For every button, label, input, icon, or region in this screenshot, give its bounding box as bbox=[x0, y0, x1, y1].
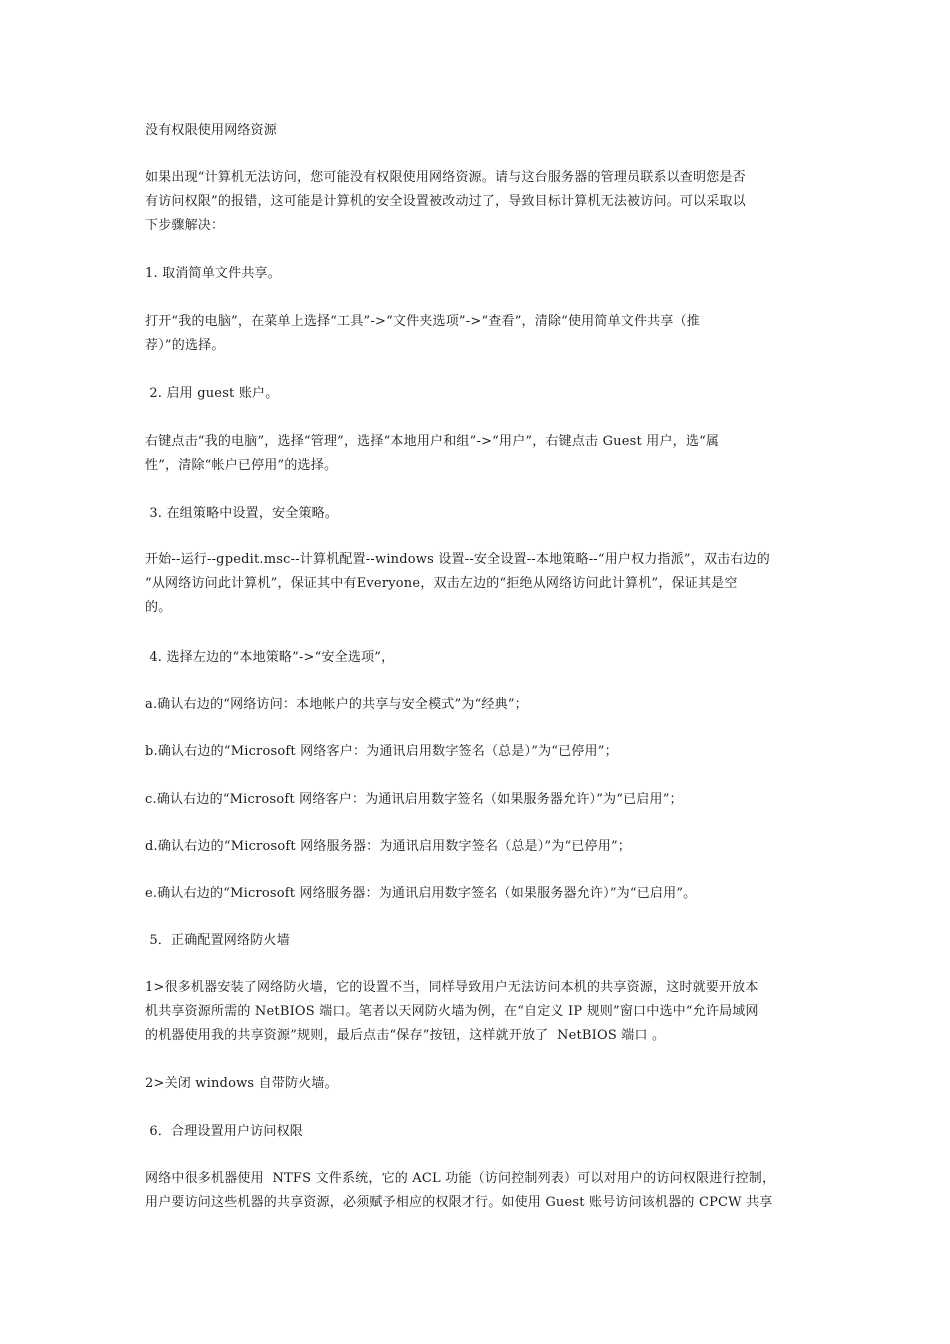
step4-item-c-text: c.确认右边的“Microsoft 网络客户：为通讯启用数字签名（如果服务器允许）”为“已启用”； bbox=[145, 792, 683, 807]
step6-body bbox=[145, 1167, 815, 1215]
step4-item-d-text: d.确认右边的“Microsoft 网络服务器：为通讯启用数字签名（总是）”为“已停用”； bbox=[145, 839, 631, 854]
step4-item-d bbox=[145, 835, 815, 859]
step6-heading bbox=[145, 1120, 815, 1144]
title-line: 没有权限使用网络资源 bbox=[145, 123, 278, 138]
step5-item-1-line: 1>很多机器安装了网络防火墙，它的设置不当，同样导致用户无法访问本机的共享资源，这时就要开放本 bbox=[145, 980, 759, 995]
step1-body-line: 打开“我的电脑”，在菜单上选择“工具”->“文件夹选项”->“查看”，清除“使用简单文件共享（推 bbox=[145, 314, 700, 329]
step4-heading-text: 4. 选择左边的“本地策略”->“安全选项”， bbox=[145, 650, 395, 665]
step3-heading-text: 3. 在组策略中设置，安全策略。 bbox=[145, 506, 339, 521]
intro-paragraph bbox=[145, 166, 815, 238]
step1-body-line: 荐）”的选择。 bbox=[145, 338, 225, 353]
step6-body-line: 网络中很多机器使用 NTFS 文件系统，它的 ACL 功能（访问控制列表）可以对用户的访问权限进行控制， bbox=[145, 1171, 776, 1186]
step2-body-line: 性”，清除“帐户已停用”的选择。 bbox=[145, 458, 338, 473]
step3-body-line: 开始--运行--gpedit.msc--计算机配置--windows 设置--安全设置--本地策略--“用户权力指派”，双击右边的 bbox=[145, 552, 770, 567]
step2-heading bbox=[145, 382, 815, 406]
step4-heading bbox=[145, 646, 815, 670]
step5-item-1-line: 机共享资源所需的 NetBIOS 端口。笔者以天网防火墙为例，在“自定义 IP 规则”窗口中选中“允许局域网 bbox=[145, 1004, 759, 1019]
step3-body-line: “从网络访问此计算机”，保证其中有Everyone，双击左边的“拒绝从网络访问此计算机”，保证其是空 bbox=[145, 576, 738, 591]
step5-item-2 bbox=[145, 1072, 815, 1096]
step5-item-1-line: 的机器使用我的共享资源”规则，最后点击“保存”按钮，这样就开放了 NetBIOS 端口 。 bbox=[145, 1028, 666, 1043]
step1-body bbox=[145, 310, 815, 358]
step6-heading-text: 6．合理设置用户访问权限 bbox=[145, 1124, 304, 1139]
step4-item-b bbox=[145, 740, 815, 764]
step3-body-line: 的。 bbox=[145, 600, 172, 615]
step4-item-a-text: a.确认右边的“网络访问：本地帐户的共享与安全模式”为“经典”； bbox=[145, 697, 528, 712]
step1-heading-text: 1. 取消简单文件共享。 bbox=[145, 266, 281, 281]
step4-item-b-text: b.确认右边的“Microsoft 网络客户：为通讯启用数字签名（总是）”为“已停用”； bbox=[145, 744, 618, 759]
step5-heading-text: 5．正确配置网络防火墙 bbox=[145, 933, 290, 948]
step3-heading bbox=[145, 502, 815, 526]
step6-body-line: 用户要访问这些机器的共享资源，必须赋予相应的权限才行。如使用 Guest 账号访问该机器的 CPCW 共享 bbox=[145, 1195, 773, 1210]
step4-item-c bbox=[145, 788, 815, 812]
step3-body bbox=[145, 548, 815, 620]
step2-heading-text: 2. 启用 guest 账户。 bbox=[145, 386, 279, 401]
step5-item-2-text: 2>关闭 windows 自带防火墙。 bbox=[145, 1076, 338, 1091]
document-title bbox=[145, 119, 815, 143]
step2-body bbox=[145, 430, 815, 478]
step4-item-e bbox=[145, 882, 815, 906]
step4-item-a bbox=[145, 693, 815, 717]
step1-heading bbox=[145, 262, 815, 286]
step4-item-e-text: e.确认右边的“Microsoft 网络服务器：为通讯启用数字签名（如果服务器允许）”为“已启用”。 bbox=[145, 886, 697, 901]
step2-body-line: 右键点击“我的电脑”，选择“管理”，选择“本地用户和组”->“用户”，右键点击 Guest 用户，选“属 bbox=[145, 434, 720, 449]
intro-line: 如果出现“计算机无法访问，您可能没有权限使用网络资源。请与这台服务器的管理员联系以查明您是否 bbox=[145, 170, 746, 185]
step5-item-1 bbox=[145, 976, 815, 1048]
step5-heading bbox=[145, 929, 815, 953]
intro-line: 下步骤解决： bbox=[145, 218, 225, 233]
intro-line: 有访问权限”的报错，这可能是计算机的安全设置被改动过了，导致目标计算机无法被访问。可以采取以 bbox=[145, 194, 746, 209]
